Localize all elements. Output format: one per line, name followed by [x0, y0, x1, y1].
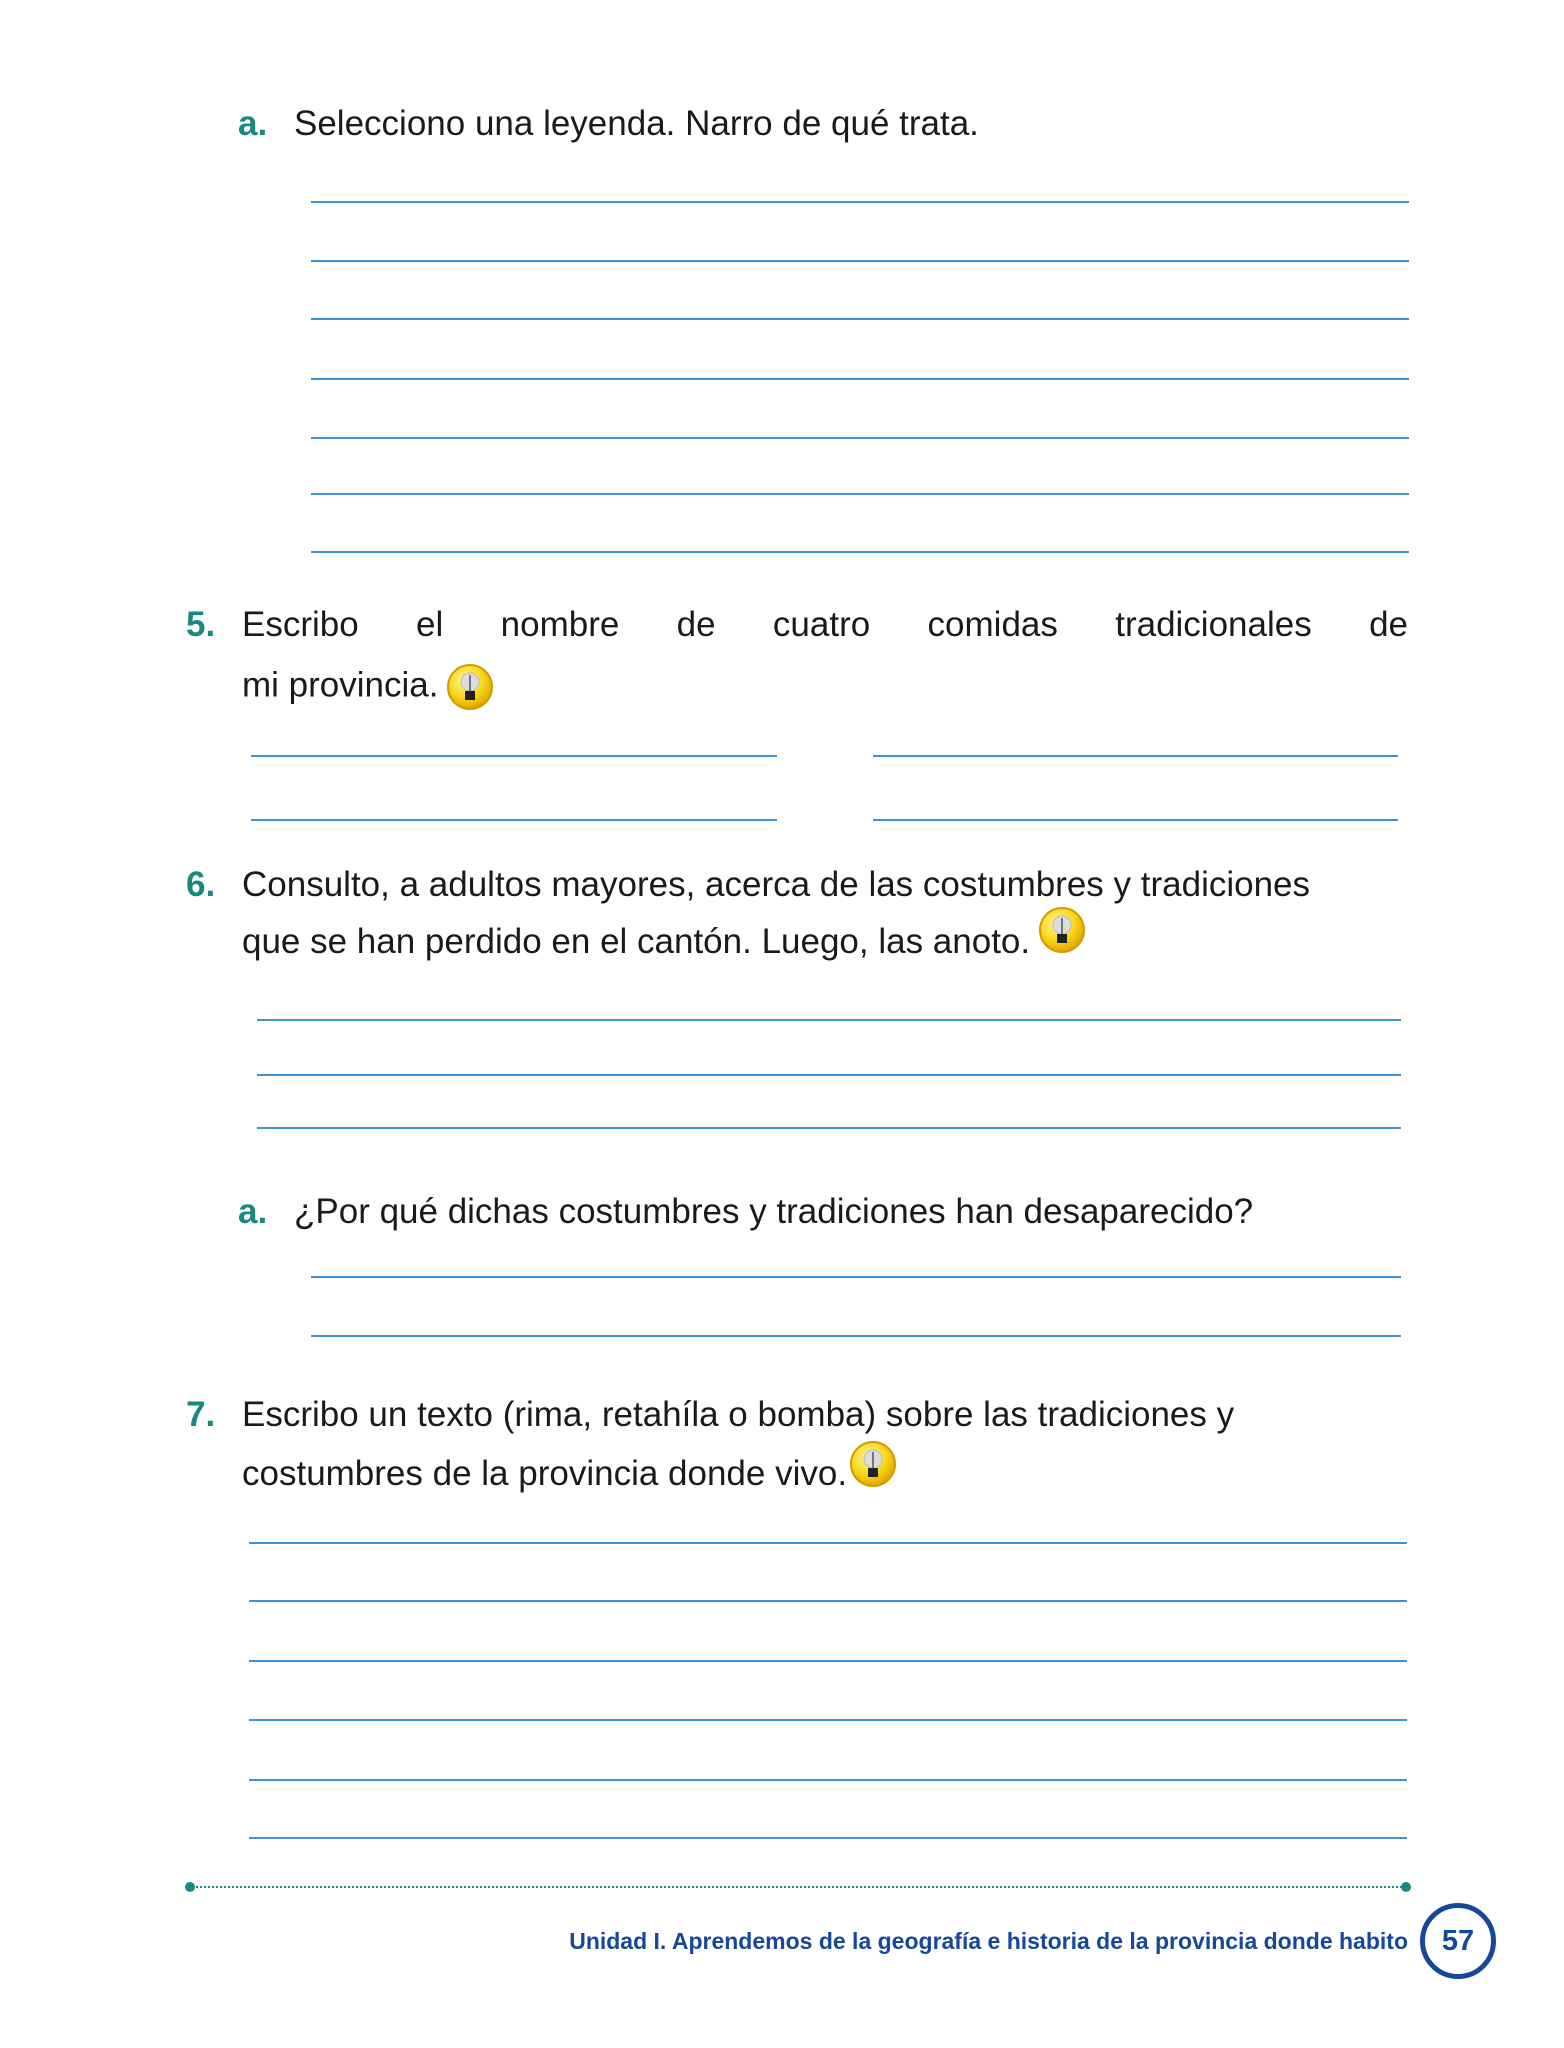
divider-dot [1401, 1882, 1411, 1892]
answer-line[interactable] [249, 1600, 1407, 1602]
answer-line[interactable] [257, 1074, 1401, 1076]
answer-line[interactable] [249, 1542, 1407, 1544]
answer-line[interactable] [311, 1276, 1401, 1278]
answer-line[interactable] [873, 755, 1398, 757]
lightbulb-icon [1038, 906, 1086, 954]
answer-line[interactable] [311, 201, 1409, 203]
answer-line[interactable] [249, 1660, 1407, 1662]
question-text: mi provincia. [242, 665, 439, 705]
answer-line[interactable] [251, 819, 777, 821]
subitem-label: a. [238, 104, 268, 143]
answer-line[interactable] [311, 493, 1409, 495]
answer-line[interactable] [249, 1779, 1407, 1781]
answer-line[interactable] [249, 1719, 1407, 1721]
question-text-cont [242, 922, 1086, 962]
lightbulb-icon [446, 663, 494, 711]
answer-line[interactable] [873, 819, 1398, 821]
answer-line[interactable] [257, 1019, 1401, 1021]
divider-dot [185, 1882, 195, 1892]
question-text-cont [242, 1454, 897, 1494]
answer-line[interactable] [311, 318, 1409, 320]
answer-line[interactable] [311, 378, 1409, 380]
question-number: 7. [186, 1395, 216, 1434]
question-text: que se han perdido en el cantón. Luego, las anoto. [242, 922, 1031, 961]
answer-line[interactable] [257, 1127, 1401, 1129]
footer-unit-title: Unidad I. Aprendemos de la geografía e historia de la provincia donde habito [569, 1928, 1408, 1954]
question-text: Escribo un texto (rima, retahíla o bomba) sobre las tradiciones y [242, 1395, 1235, 1434]
lightbulb-icon [849, 1440, 897, 1488]
question-number: 6. [186, 865, 216, 904]
question-text: Escribo el nombre de cuatro comidas tradicionales de [242, 605, 1408, 644]
subitem-label: a. [238, 1192, 268, 1231]
answer-line[interactable] [249, 1837, 1407, 1839]
answer-line[interactable] [311, 260, 1409, 262]
question-number: 5. [186, 605, 216, 644]
answer-line[interactable] [251, 755, 777, 757]
question-text: Selecciono una leyenda. Narro de qué trata. [294, 104, 979, 143]
answer-line[interactable] [311, 551, 1409, 553]
question-text-cont [242, 663, 494, 711]
question-text: Consulto, a adultos mayores, acerca de las costumbres y tradiciones [242, 865, 1311, 904]
footer-divider [192, 1886, 1406, 1888]
question-text: ¿Por qué dichas costumbres y tradiciones han desaparecido? [294, 1192, 1254, 1231]
page-number: 57 [1420, 1903, 1496, 1979]
question-text: costumbres de la provincia donde vivo. [242, 1454, 848, 1493]
answer-line[interactable] [311, 437, 1409, 439]
answer-line[interactable] [311, 1335, 1401, 1337]
